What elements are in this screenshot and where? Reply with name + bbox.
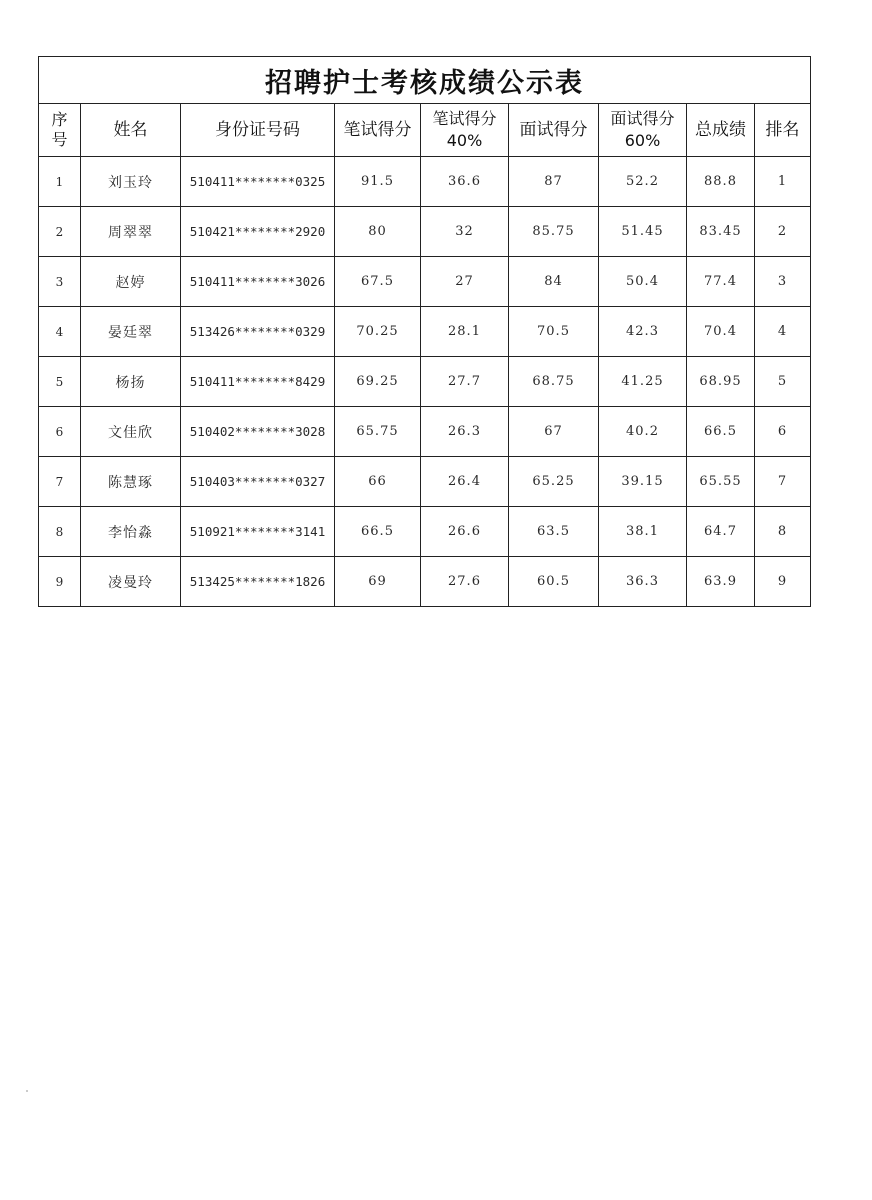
cell-rank: 8: [755, 507, 811, 557]
cell-name: 陈慧琢: [81, 457, 181, 507]
cell-id: 510921********3141: [181, 507, 335, 557]
cell-id: 510411********0325: [181, 157, 335, 207]
cell-id: 510421********2920: [181, 207, 335, 257]
cell-rank: 3: [755, 257, 811, 307]
cell-name: 晏廷翠: [81, 307, 181, 357]
header-id: 身份证号码: [181, 104, 335, 157]
cell-total: 64.7: [687, 507, 755, 557]
cell-seq: 4: [39, 307, 81, 357]
cell-seq: 9: [39, 557, 81, 607]
cell-seq: 6: [39, 407, 81, 457]
cell-name: 李怡淼: [81, 507, 181, 557]
cell-name: 杨扬: [81, 357, 181, 407]
cell-rank: 9: [755, 557, 811, 607]
table-row: [39, 507, 811, 557]
cell-id: 510411********8429: [181, 357, 335, 407]
header-written-pct-label: 笔试得分 40%: [432, 109, 497, 150]
cell-interview: 85.75: [509, 207, 599, 257]
header-rank: 排名: [755, 104, 811, 157]
table-row: [39, 307, 811, 357]
cell-id: 510403********0327: [181, 457, 335, 507]
cell-interview-pct: 39.15: [599, 457, 687, 507]
cell-name: 刘玉玲: [81, 157, 181, 207]
cell-total: 66.5: [687, 407, 755, 457]
cell-seq: 7: [39, 457, 81, 507]
cell-seq: 5: [39, 357, 81, 407]
cell-written: 69.25: [335, 357, 421, 407]
header-interview: 面试得分: [509, 104, 599, 157]
cell-rank: 5: [755, 357, 811, 407]
cell-total: 77.4: [687, 257, 755, 307]
cell-written-pct: 36.6: [421, 157, 509, 207]
cell-total: 70.4: [687, 307, 755, 357]
cell-written: 66.5: [335, 507, 421, 557]
cell-seq: 2: [39, 207, 81, 257]
cell-written-pct: 26.4: [421, 457, 509, 507]
cell-written-pct: 27.7: [421, 357, 509, 407]
cell-rank: 7: [755, 457, 811, 507]
cell-interview: 63.5: [509, 507, 599, 557]
header-seq-label: 序 号: [51, 110, 68, 149]
cell-id: 510411********3026: [181, 257, 335, 307]
cell-written-pct: 26.6: [421, 507, 509, 557]
cell-written: 65.75: [335, 407, 421, 457]
cell-total: 63.9: [687, 557, 755, 607]
cell-seq: 1: [39, 157, 81, 207]
cell-written-pct: 26.3: [421, 407, 509, 457]
cell-interview: 84: [509, 257, 599, 307]
cell-written-pct: 27.6: [421, 557, 509, 607]
cell-total: 88.8: [687, 157, 755, 207]
score-table: [38, 56, 811, 607]
cell-written: 80: [335, 207, 421, 257]
score-sheet: [38, 56, 810, 607]
cell-written-pct: 28.1: [421, 307, 509, 357]
cell-interview: 65.25: [509, 457, 599, 507]
cell-total: 68.95: [687, 357, 755, 407]
cell-written: 70.25: [335, 307, 421, 357]
cell-rank: 6: [755, 407, 811, 457]
cell-id: 513425********1826: [181, 557, 335, 607]
cell-total: 83.45: [687, 207, 755, 257]
header-name: 姓名: [81, 104, 181, 157]
header-total: 总成绩: [687, 104, 755, 157]
table-row: [39, 407, 811, 457]
cell-interview-pct: 36.3: [599, 557, 687, 607]
cell-interview: 60.5: [509, 557, 599, 607]
cell-interview-pct: 52.2: [599, 157, 687, 207]
cell-interview-pct: 38.1: [599, 507, 687, 557]
table-row: [39, 157, 811, 207]
table-row: [39, 207, 811, 257]
cell-written: 67.5: [335, 257, 421, 307]
table-title: 招聘护士考核成绩公示表: [39, 57, 811, 104]
cell-written-pct: 27: [421, 257, 509, 307]
cell-total: 65.55: [687, 457, 755, 507]
cell-written-pct: 32: [421, 207, 509, 257]
header-seq: [39, 104, 81, 157]
header-written: 笔试得分: [335, 104, 421, 157]
cell-name: 赵婷: [81, 257, 181, 307]
cell-seq: 3: [39, 257, 81, 307]
cell-interview-pct: 40.2: [599, 407, 687, 457]
cell-id: 510402********3028: [181, 407, 335, 457]
cell-interview-pct: 50.4: [599, 257, 687, 307]
cell-interview: 67: [509, 407, 599, 457]
header-written-pct: [421, 104, 509, 157]
cell-written: 66: [335, 457, 421, 507]
cell-seq: 8: [39, 507, 81, 557]
cell-interview: 68.75: [509, 357, 599, 407]
table-row: [39, 257, 811, 307]
scan-speck: [26, 1090, 28, 1092]
table-row: [39, 457, 811, 507]
cell-rank: 1: [755, 157, 811, 207]
cell-rank: 4: [755, 307, 811, 357]
cell-interview-pct: 51.45: [599, 207, 687, 257]
cell-interview: 87: [509, 157, 599, 207]
cell-interview: 70.5: [509, 307, 599, 357]
cell-interview-pct: 42.3: [599, 307, 687, 357]
table-body: [39, 157, 811, 607]
cell-rank: 2: [755, 207, 811, 257]
cell-written: 69: [335, 557, 421, 607]
header-interview-pct-label: 面试得分 60%: [610, 109, 675, 150]
cell-written: 91.5: [335, 157, 421, 207]
header-row: [39, 104, 811, 157]
cell-name: 凌曼玲: [81, 557, 181, 607]
table-row: [39, 357, 811, 407]
cell-name: 文佳欣: [81, 407, 181, 457]
table-row: [39, 557, 811, 607]
cell-interview-pct: 41.25: [599, 357, 687, 407]
cell-id: 513426********0329: [181, 307, 335, 357]
cell-name: 周翠翠: [81, 207, 181, 257]
header-interview-pct: [599, 104, 687, 157]
